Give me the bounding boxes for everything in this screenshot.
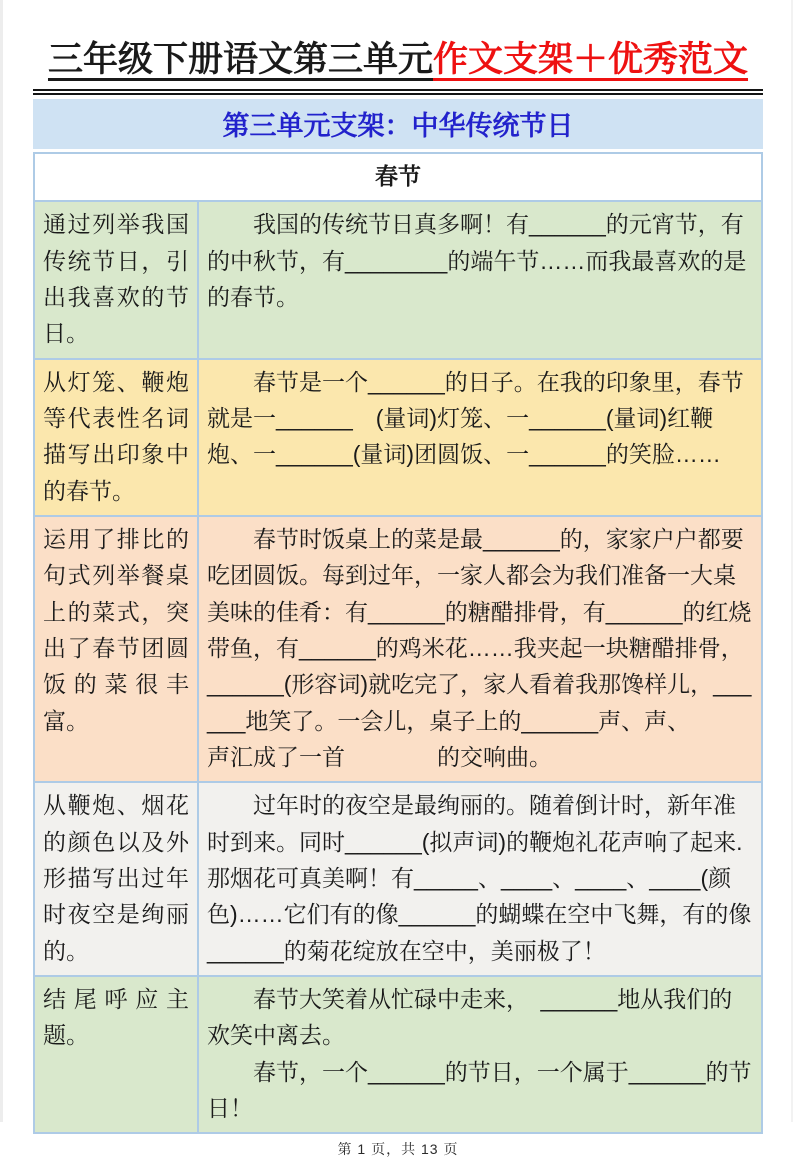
row-content-cell xyxy=(198,976,762,1133)
unit-banner: 第三单元支架：中华传统节日 xyxy=(33,99,763,149)
table-row xyxy=(34,516,762,782)
content-paragraph: 春节，一个______的节日，一个属于______的节日！ xyxy=(207,1058,752,1121)
table-row xyxy=(34,976,762,1133)
row-content-cell xyxy=(198,782,762,976)
row-content-cell xyxy=(198,516,771,782)
table-row xyxy=(34,201,762,358)
content-paragraph: 春节是一个______的日子。在我的印象里，春节就是一______ (量词)灯笼、一______(量词)红鞭炮、一______(量词)团圆饭、一______的笑脸…… xyxy=(207,368,744,468)
table-header-row xyxy=(34,153,762,201)
row-note-cell: 结尾呼应主题。 xyxy=(34,976,198,1133)
page-title-black: 三年级下册语文第三单元 xyxy=(47,40,433,79)
page-title xyxy=(33,32,763,95)
content-paragraph: 过年时的夜空是最绚丽的。随着倒计时，新年准时到来。同时______(拟声词)的鞭炮礼花声响了起来.那烟花可真美啊！有_____、____、____、____(颜色)……它们有的像______的蝴蝶在空中飞舞，有的像______的菊花绽放在空中，美丽极了！ xyxy=(207,792,752,964)
row-content-cell xyxy=(198,359,762,516)
table-header-cell: 春节 xyxy=(34,153,762,201)
content-paragraph: 春节大笑着从忙碌中走来， ______地从我们的欢笑中离去。 xyxy=(207,985,733,1049)
row-note-cell: 运用了排比的句式列举餐桌上的菜式，突出了春节团圆饭的菜很丰富。 xyxy=(34,516,198,782)
page-title-red: 作文支架＋优秀范文 xyxy=(433,40,749,79)
content-paragraph: 我国的传统节日真多啊！有______的元宵节，有的中秋节，有________的端午节……而我最喜欢的是的春节。 xyxy=(207,211,747,310)
scaffold-table xyxy=(33,152,771,1134)
table-row xyxy=(34,359,762,516)
page-number: 第 1 页，共 13 页 xyxy=(337,1141,459,1158)
row-content-cell xyxy=(198,201,762,358)
content-paragraph: 春节时饭桌上的菜是最______的，家家户户都要吃团圆饭。每到过年，一家人都会为我们准备一大桌美味的佳肴：有______的糖醋排骨，有______的红烧带鱼，有______的鸡米花……我夹起一块糖醋排骨，______(形容词)就吃完了，家人看着我那馋样儿，______地笑了。一会儿，桌子上的______声、声、 声汇成了一首 的交响曲。 xyxy=(207,525,771,770)
row-note-cell: 从鞭炮、烟花的颜色以及外形描写出过年时夜空是绚丽的。 xyxy=(34,782,198,976)
table-row xyxy=(34,782,762,976)
row-note-cell: 从灯笼、鞭炮等代表性名词描写出印象中的春节。 xyxy=(34,359,198,516)
scaffold-table-body xyxy=(34,153,771,1133)
row-note-cell: 通过列举我国传统节日，引出我喜欢的节日。 xyxy=(34,201,198,358)
